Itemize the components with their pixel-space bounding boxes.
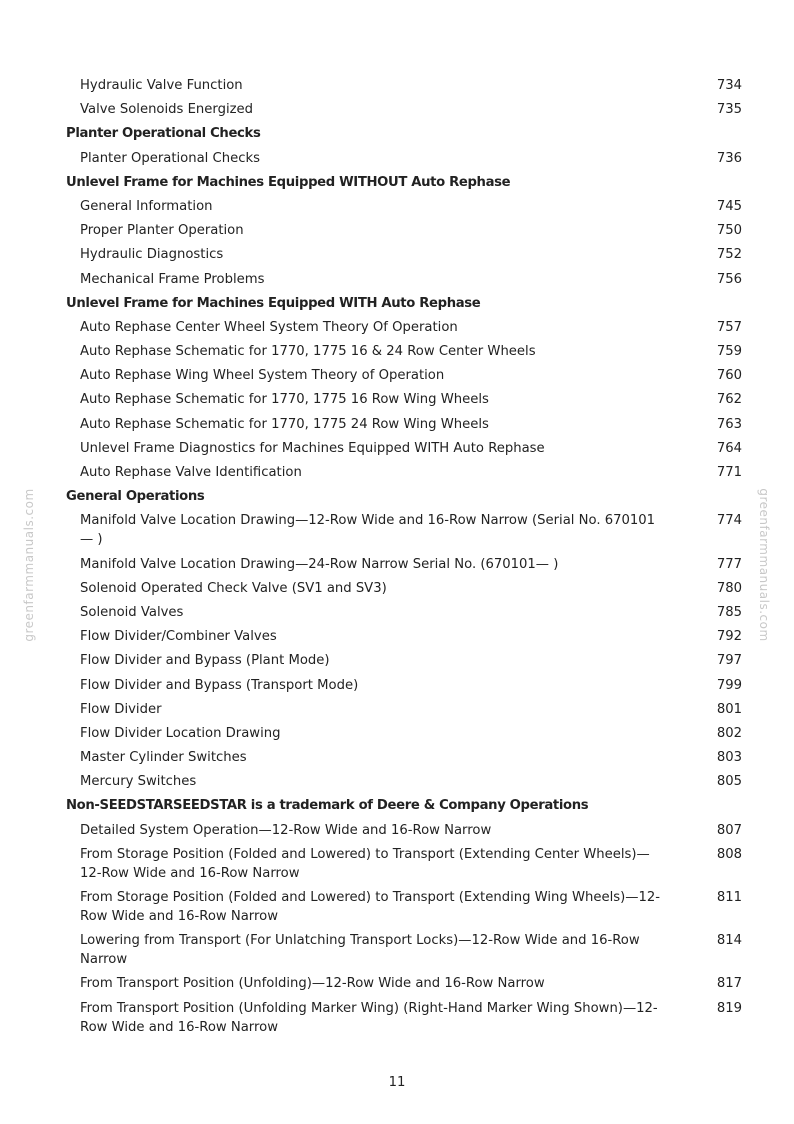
toc-entry-title: Manifold Valve Location Drawing—24-Row Narrow Serial No. (670101— )	[80, 556, 559, 572]
toc-entry[interactable]	[66, 974, 742, 993]
toc-entry-title: Lowering from Transport (For Unlatching Transport Locks)—12-Row Wide and 16-Row Narrow	[80, 933, 640, 968]
toc-page-number: 759	[716, 344, 742, 360]
toc-page-number: 760	[716, 368, 742, 384]
toc-entry-title: Detailed System Operation—12-Row Wide and 16-Row Narrow	[80, 822, 492, 838]
toc-page-number: 780	[716, 580, 742, 596]
toc-entry[interactable]	[66, 511, 742, 549]
toc-entry[interactable]	[66, 197, 742, 216]
toc-entry-title: From Transport Position (Unfolding)—12-Row Wide and 16-Row Narrow	[80, 976, 545, 992]
toc-page-number: 797	[716, 653, 742, 669]
toc-page-number: 774	[716, 513, 742, 529]
toc-entry-title: From Storage Position (Folded and Lowered) to Transport (Extending Center Wheels)—12-Row Wide and 16-Row Narrow	[80, 846, 650, 881]
toc-section-heading	[66, 487, 742, 506]
toc-entry-title: Unlevel Frame for Machines Equipped WITHOUT Auto Rephase	[66, 174, 511, 190]
toc-entry[interactable]	[66, 603, 742, 622]
toc-entry-title: Mechanical Frame Problems	[80, 271, 265, 287]
toc-page-number: 745	[716, 198, 742, 214]
toc-entry-title: Auto Rephase Schematic for 1770, 1775 24 Row Wing Wheels	[80, 416, 489, 432]
toc-entry-title: Manifold Valve Location Drawing—12-Row Wide and 16-Row Narrow (Serial No. 670101— )	[80, 513, 656, 548]
toc-page-number: 756	[716, 271, 742, 287]
toc-entry[interactable]	[66, 888, 742, 926]
toc-entry[interactable]	[66, 76, 742, 95]
toc-entry[interactable]	[66, 931, 742, 969]
toc-entry[interactable]	[66, 627, 742, 646]
toc-page-number: 805	[716, 774, 742, 790]
toc-entry-title: Auto Rephase Wing Wheel System Theory of Operation	[80, 368, 445, 384]
watermark-left: greenfarmmanuals.com	[22, 488, 36, 642]
toc-entry[interactable]	[66, 439, 742, 458]
toc-entry-title: General Information	[80, 198, 213, 214]
table-of-contents	[66, 76, 742, 1042]
toc-entry-title: Master Cylinder Switches	[80, 750, 247, 766]
watermark-right: greenfarmmanuals.com	[757, 488, 771, 642]
toc-entry-title: Hydraulic Valve Function	[80, 78, 243, 93]
toc-page-number: 735	[716, 102, 742, 118]
toc-entry-title: Solenoid Valves	[80, 604, 184, 620]
toc-entry-title: Planter Operational Checks	[80, 150, 260, 166]
toc-page-number: 808	[716, 846, 742, 862]
toc-entry-title: General Operations	[66, 489, 205, 505]
toc-page-number: 734	[716, 78, 742, 93]
toc-page-number: 803	[716, 750, 742, 766]
toc-entry-title: From Transport Position (Unfolding Marker Wing) (Right-Hand Marker Wing Shown)—12-Row Wide and 16-Row Narrow	[80, 1000, 658, 1035]
toc-entry-title: Flow Divider and Bypass (Transport Mode)	[80, 677, 359, 693]
toc-entry-title: Proper Planter Operation	[80, 223, 244, 239]
toc-entry-title: Auto Rephase Valve Identification	[80, 465, 302, 480]
toc-section-heading	[66, 796, 742, 815]
toc-page-number: 763	[716, 416, 742, 432]
toc-page-number: 764	[716, 440, 742, 456]
toc-page-number: 801	[716, 701, 742, 717]
toc-entry[interactable]	[66, 821, 742, 840]
toc-entry[interactable]	[66, 579, 742, 598]
toc-entry[interactable]	[66, 149, 742, 168]
toc-entry[interactable]	[66, 463, 742, 482]
toc-entry-title: From Storage Position (Folded and Lowered) to Transport (Extending Wing Wheels)—12-Row Wide and 16-Row Narrow	[80, 890, 661, 924]
toc-page-number: 762	[716, 392, 742, 408]
page-number: 11	[388, 1075, 406, 1090]
toc-entry-title: Flow Divider/Combiner Valves	[80, 629, 277, 645]
toc-entry-title: Flow Divider Location Drawing	[80, 725, 281, 741]
toc-entry-title: Auto Rephase Schematic for 1770, 1775 16 Row Wing Wheels	[80, 392, 489, 408]
toc-entry-title: Solenoid Operated Check Valve (SV1 and SV3)	[80, 580, 387, 596]
toc-entry[interactable]	[66, 342, 742, 361]
toc-entry[interactable]	[66, 555, 742, 574]
toc-entry[interactable]	[66, 318, 742, 337]
toc-entry[interactable]	[66, 651, 742, 670]
toc-page-number: 811	[716, 890, 742, 905]
toc-entry[interactable]	[66, 390, 742, 409]
toc-entry[interactable]	[66, 700, 742, 719]
toc-entry[interactable]	[66, 221, 742, 240]
toc-page-number: 792	[716, 629, 742, 645]
toc-entry[interactable]	[66, 845, 742, 883]
toc-entry[interactable]	[66, 724, 742, 743]
toc-entry-title: Flow Divider and Bypass (Plant Mode)	[80, 653, 330, 669]
toc-entry[interactable]	[66, 415, 742, 434]
toc-page-number: 752	[716, 247, 742, 263]
toc-entry-title: Unlevel Frame Diagnostics for Machines Equipped WITH Auto Rephase	[80, 440, 545, 456]
toc-entry-title: Auto Rephase Center Wheel System Theory Of Operation	[80, 319, 458, 335]
toc-entry-title: Non-SEEDSTARSEEDSTAR is a trademark of Deere & Company Operations	[66, 798, 589, 814]
toc-page-number: 785	[716, 604, 742, 620]
toc-entry[interactable]	[66, 772, 742, 791]
toc-entry[interactable]	[66, 100, 742, 119]
toc-section-heading	[66, 294, 742, 313]
toc-page-number: 757	[716, 319, 742, 335]
toc-page-number: 802	[716, 725, 742, 741]
toc-entry-title: Valve Solenoids Energized	[80, 102, 254, 118]
toc-entry-title: Hydraulic Diagnostics	[80, 247, 224, 263]
toc-entry-title: Auto Rephase Schematic for 1770, 1775 16 & 24 Row Center Wheels	[80, 344, 536, 360]
toc-entry-title: Mercury Switches	[80, 774, 197, 790]
toc-entry[interactable]	[66, 676, 742, 695]
toc-page-number: 817	[716, 976, 742, 992]
toc-section-heading	[66, 173, 742, 192]
toc-entry[interactable]	[66, 245, 742, 264]
toc-page-number: 799	[716, 677, 742, 693]
toc-page-number: 750	[716, 223, 742, 239]
toc-entry-title: Flow Divider	[80, 701, 162, 717]
toc-entry[interactable]	[66, 366, 742, 385]
toc-entry-title: Unlevel Frame for Machines Equipped WITH Auto Rephase	[66, 295, 481, 311]
toc-entry[interactable]	[66, 748, 742, 767]
toc-entry-title: Planter Operational Checks	[66, 126, 261, 142]
toc-page-number: 771	[716, 465, 742, 480]
toc-entry[interactable]	[66, 999, 742, 1037]
toc-entry[interactable]	[66, 270, 742, 289]
toc-page-number: 736	[716, 150, 742, 166]
toc-section-heading	[66, 124, 742, 143]
toc-page-number: 814	[716, 933, 742, 949]
toc-page-number: 819	[716, 1000, 742, 1016]
toc-page-number: 777	[716, 556, 742, 572]
toc-page-number: 807	[716, 822, 742, 838]
